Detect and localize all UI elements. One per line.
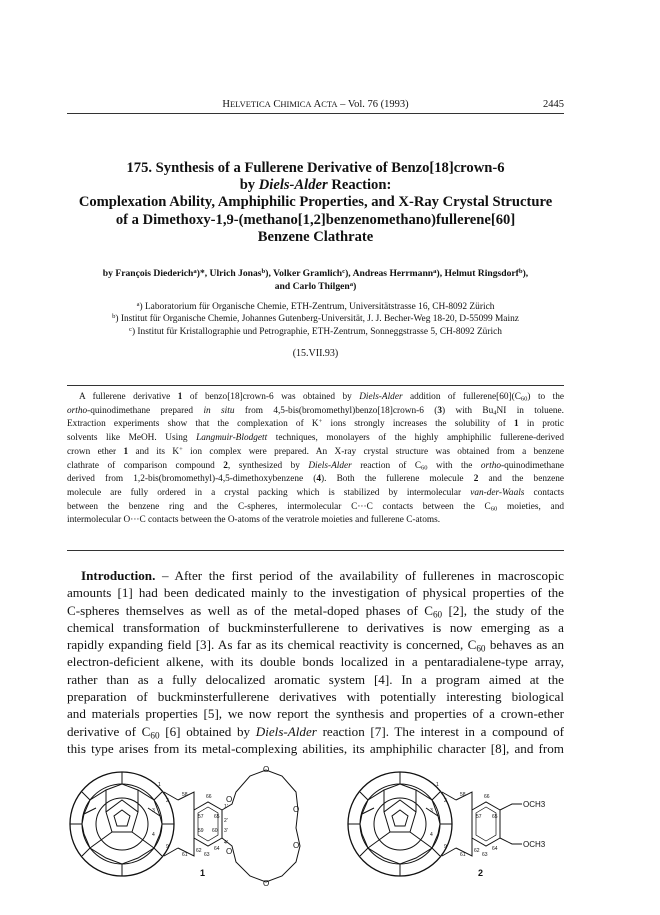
crown-oxygen-2: O [226,847,233,856]
atom-label-59: 59 [198,828,204,834]
atom-label-65-c2: 65 [492,814,498,820]
intro-line: derivative of $C_{60}$ [6] obtained by Diels-Alder reaction [7]. The interest in a compound of [67,723,564,740]
abstract-bottom-rule [67,550,564,551]
fullerene-2-drawing [348,772,456,876]
atom-label-3: 3 [152,808,155,814]
dimethoxybenzo-2-drawing [456,792,522,856]
abstract-line: crown ether 1 and its K+ ion complex were prepared. An X-ray crystal structure was obtained from a benzene [67,445,564,457]
atom-label-58: 58 [182,792,188,798]
fullerene-1-drawing [70,772,178,876]
atom-label-60: 60 [212,828,218,834]
affiliation-c: $^c$) Institut für Kristallographie und Petrographie, ETH-Zentrum, Sonneggstrasse 5, CH-8092 Zürich [129,325,502,337]
chemical-structures-figure [60,752,580,902]
atom-label-58-c2: 58 [460,792,466,798]
affiliation-a: $^a$) Laboratorium für Organische Chemie, ETH-Zentrum, Universitätstrasse 16, CH-8092 Zürich [136,301,495,312]
intro-line: Introduction. – After the first period of the availability of fullerenes in macroscopic [81,568,564,583]
atom-label-2-c2: 2 [444,798,447,804]
compound-2-label: 2 [478,868,484,878]
atom-label-1: 1 [158,782,161,788]
abstract-top-rule [67,385,564,386]
journal-title: HELVETICA CHIMICA ACTA – Vol. 76 (1993) [222,99,409,110]
atom-label-3prime: 3' [224,828,228,834]
title-line-5: Benzene Clathrate [257,228,374,245]
paper-title [67,160,564,246]
intro-line: chemical transformation of buckminsterfullerene to derivatives is now emerging as a [67,619,564,635]
crown-oxygen-1: O [226,795,233,804]
atom-label-9: 9 [166,844,169,850]
abstract-line: ortho-quinodimethane prepared in situ from 4,5-bis(bromomethyl)benzo[18]crown-6 (3) with $Bu_4NI$ in toluene. [67,405,564,417]
title-line-4: of a Dimethoxy-1,9-(methano[1,2]benzenomethano)fullerene[60] [115,211,516,228]
atom-label-63-c2: 63 [482,852,488,858]
crown-oxygen-6: O [263,879,270,888]
author-list [67,268,564,293]
atom-label-65: 65 [214,814,220,820]
abstract-line: molecule are fully ordered in a crystal packing which is stabilized by intermolecular van-der-Waals contacts [67,487,564,498]
atom-label-57: 57 [198,814,204,820]
abstract-line: intermolecular O···C contacts between the O-atoms of the veratrole moieties and fullerene C-atoms. [67,515,441,526]
abstract-line: derived from 1,2-bis(bromomethyl)-4,5-dimethoxybenzene (4). Both the fullerene molecule 2 and the benzene [67,474,564,485]
authors-line-2: and Carlo Thilgen$^a$) [274,280,357,292]
crown-oxygen-3: O [263,765,270,774]
running-header [67,99,564,114]
atom-label-4prime: 4' [224,840,228,846]
crown-oxygen-5: O [293,841,300,850]
atom-label-1-c2: 1 [436,782,439,788]
atom-label-62: 62 [196,848,202,854]
authors-line-1: by François Diederich$^a$)*, Ulrich Jonas$^b$), Volker Gramlich$^c$), Andreas Herrmann$^a$), Helmut Ringsdorf$^b$), [102,267,529,279]
title-line-1: 175. Synthesis of a Fullerene Derivative of Benzo[18]crown-6 [126,160,505,176]
abstract-line: Extraction experiments show that the complexation of K+ ions strongly increases the solubility of 1 in protic [67,418,564,430]
introduction-paragraph [67,567,564,757]
intro-line: electron-deficient alkene, with its double bonds localized in a pentaradialene-type array, [67,654,564,670]
intro-line: rapidly expanding field [3]. As far as its chemical reactivity is concerned, $C_{60}$ behaves as an [67,637,564,654]
abstract-line: solvents like MeOH. Using Langmuir-Blodgett techniques, monolayers of the highly amphiphilic fullerene-derived [67,433,564,444]
compound-1-label: 1 [200,868,206,878]
methoxy-top: OCH3 [523,800,546,809]
received-date: (15.VII.93) [292,348,339,359]
atom-label-2: 2 [166,798,169,804]
page-number: 2445 [543,99,564,110]
intro-line: C-spheres themselves as well as of the metal-doped phases of $C_{60}$ [2], the study of the [67,602,564,619]
intro-line: and materials properties [5], we now report the synthesis and properties of a crown-ether [67,706,564,722]
intro-line: amounts [1] had been dedicated mainly to the investigation of physical properties of the [67,585,564,601]
atom-label-66: 66 [206,794,212,800]
methoxy-bottom: OCH3 [523,840,546,849]
atom-label-4-c2: 4 [430,832,433,838]
atom-label-9-c2: 9 [444,844,447,850]
atom-label-57-c2: 57 [476,814,482,820]
atom-label-63: 63 [204,852,210,858]
intro-line: preparation of buckminsterfullerene derivatives with potentially interesting biological [67,689,564,705]
title-line-3: Complexation Ability, Amphiphilic Properties, and X-Ray Crystal Structure [78,194,553,211]
affiliations [67,301,564,338]
atom-label-66-c2: 66 [484,794,490,800]
abstract-line: A fullerene derivative 1 of benzo[18]crown-6 was obtained by Diels-Alder addition of $fullerene[60](C_{60})$ to the [79,392,564,403]
benzo-crown-1-drawing [178,770,300,882]
atom-label-64: 64 [214,846,220,852]
title-line-2: by Diels-Alder Reaction: [239,177,392,194]
crown-oxygen-4: O [293,805,300,814]
atom-label-4: 4 [152,832,155,838]
atom-label-62-c2: 62 [474,848,480,854]
affiliation-b: $^b$) Institut für Organische Chemie, Johannes Gutenberg-Universität, J. J. Becher-Weg 18-20, D-55099 Mainz [112,313,519,325]
abstract-line: between the benzene ring and the C-spheres, intermolecular C···C contacts between the $C_{60}$ moieties, and [67,501,564,513]
atom-label-3-c2: 3 [430,808,433,814]
atom-label-1prime: 1' [224,804,228,810]
atom-label-64-c2: 64 [492,846,498,852]
abstract-line: clathrate of comparison compound 2, synthesized by Diels-Alder reaction of $C_{60}$ with the ortho-quinodimethane [67,460,564,472]
abstract [67,391,564,528]
intro-line: this type arises from its metal-complexing abilities, its amphiphilic character [8], and from [67,740,564,756]
atom-label-61-c2: 61 [460,852,466,858]
atom-label-61: 61 [182,852,188,858]
atom-label-2prime: 2' [224,818,228,824]
intro-line: rather than as a fully delocalized aromatic system [4]. In a program aimed at the [67,671,564,687]
